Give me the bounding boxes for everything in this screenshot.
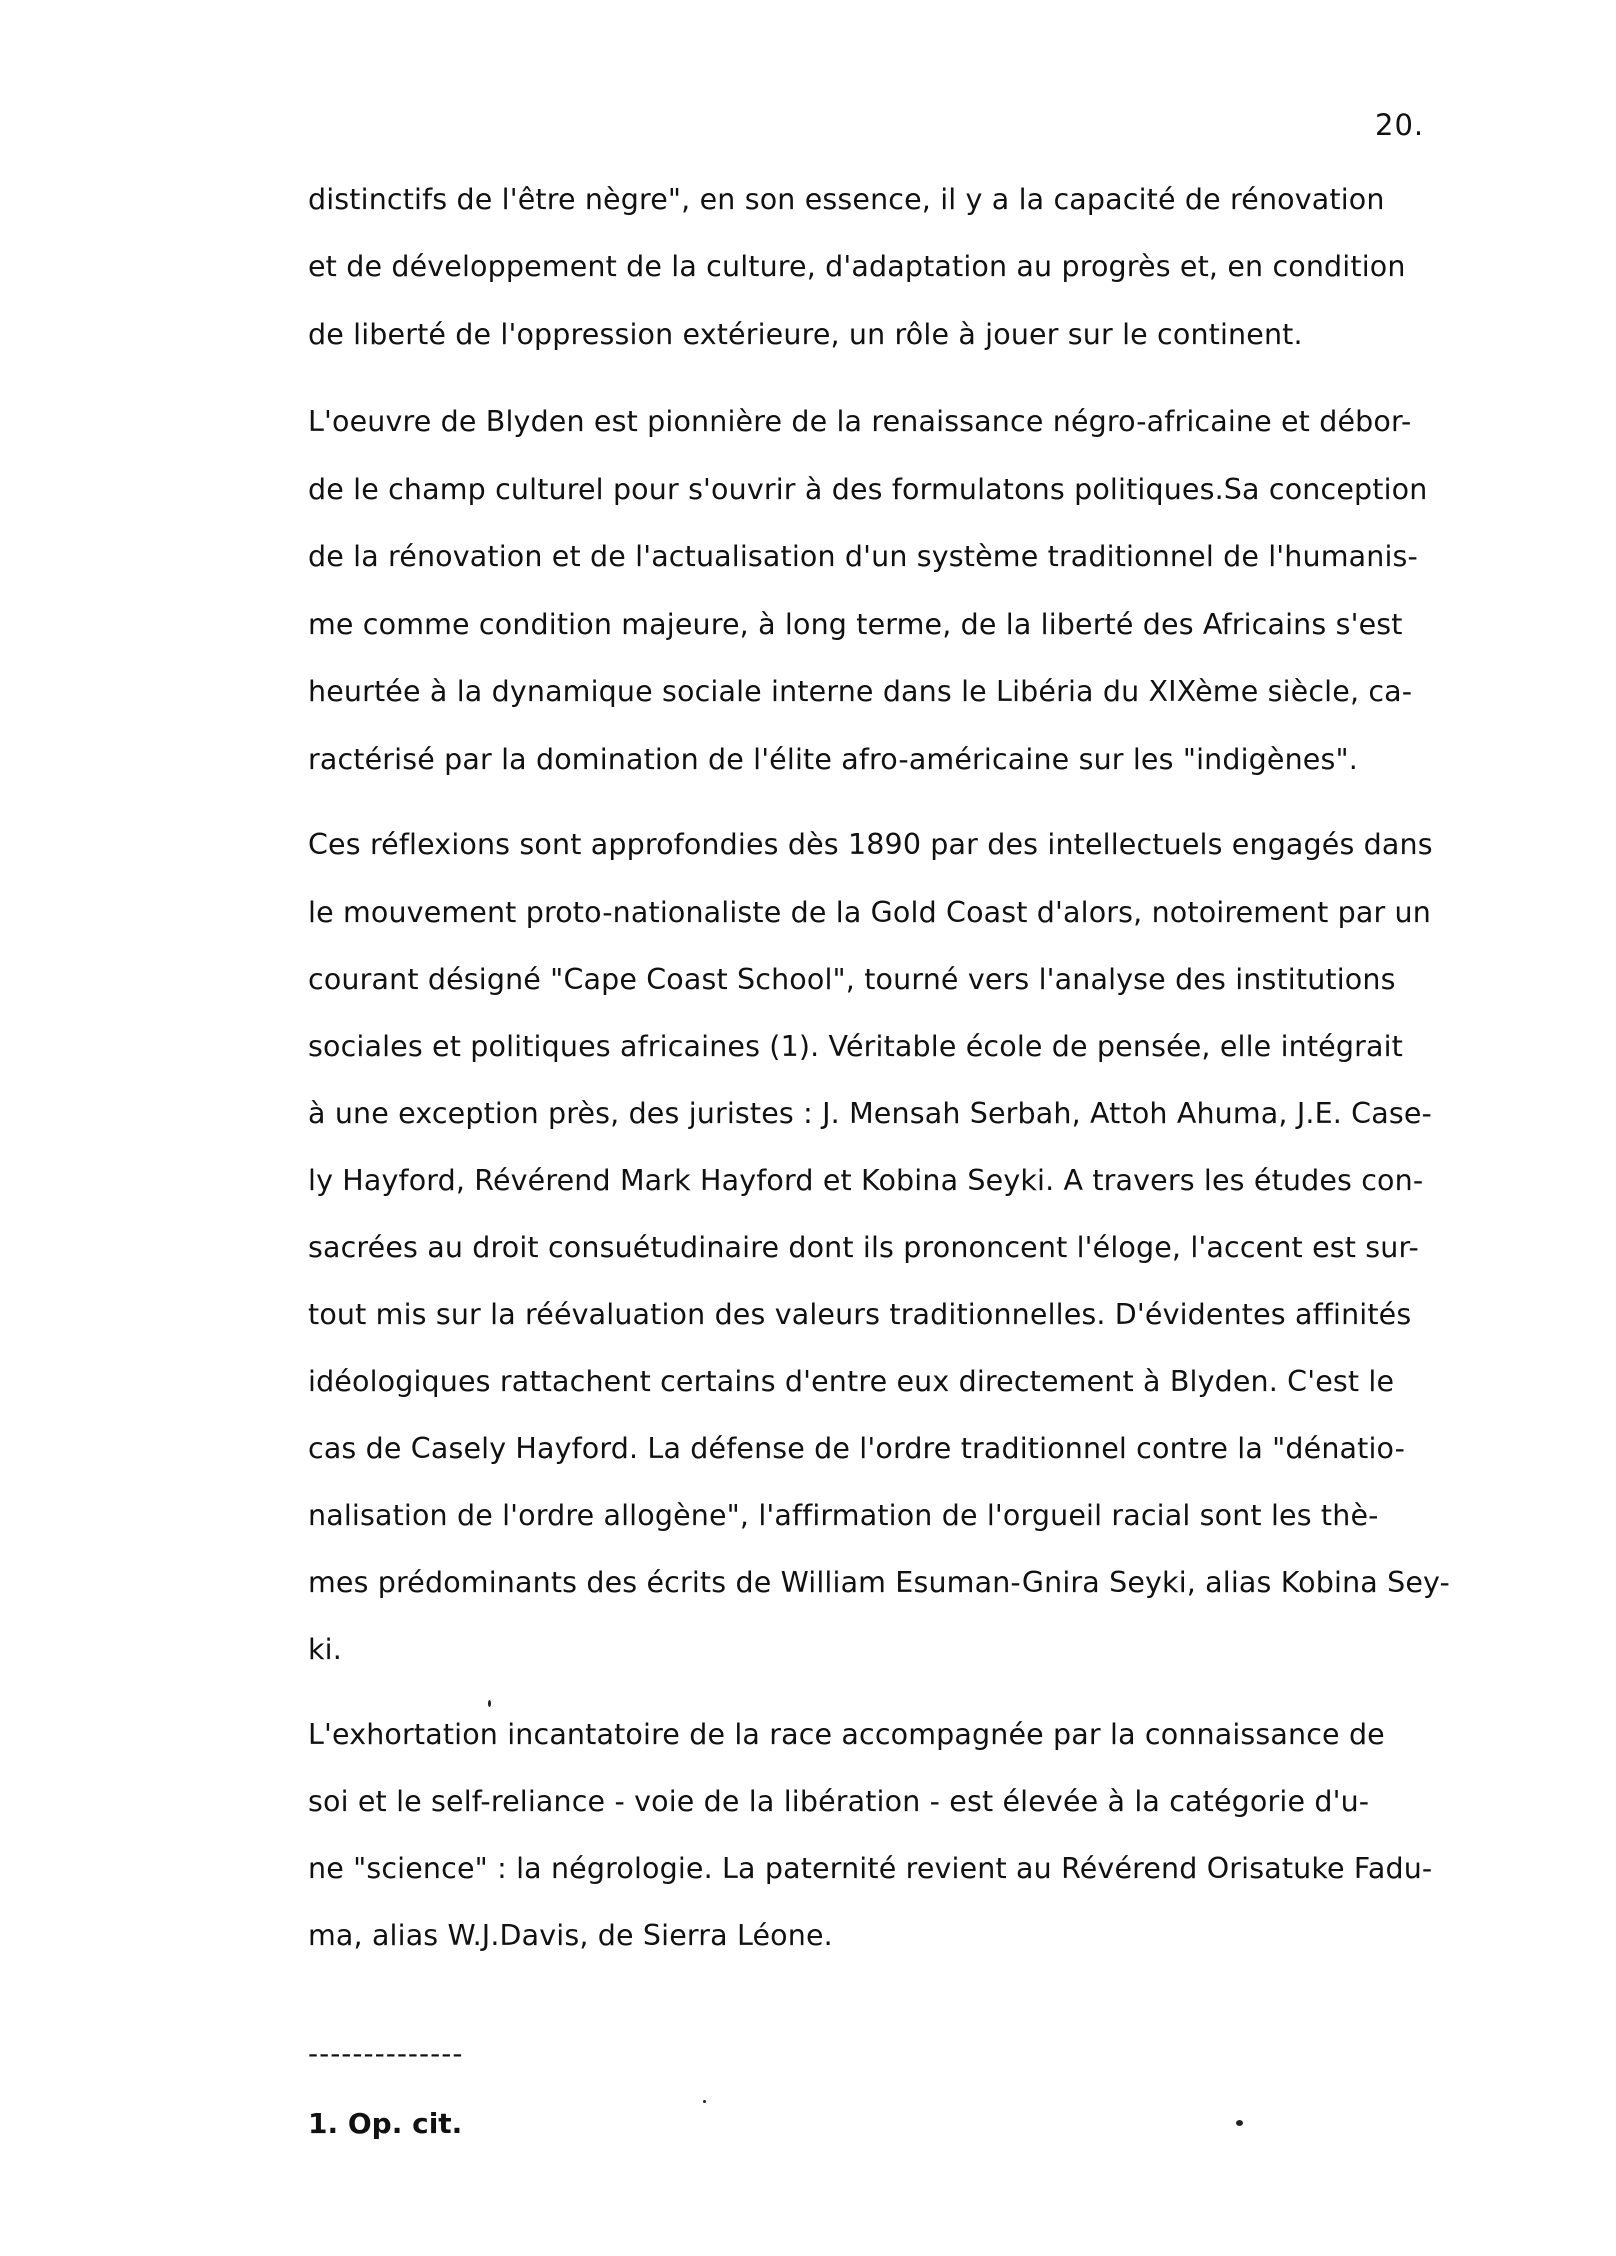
text-line: ma, alias W.J.Davis, de Sierra Léone. [308, 1919, 833, 1952]
text-line: soi et le self-reliance - voie de la libération - est élevée à la catégorie d'u- [308, 1785, 1370, 1818]
text-line: ne "science" : la négrologie. La paternité revient au Révérend Orisatuke Fadu- [308, 1852, 1433, 1885]
scan-speck [703, 2100, 706, 2103]
scan-speck [488, 1700, 491, 1707]
text-line: et de développement de la culture, d'adaptation au progrès et, en condition [308, 250, 1406, 283]
scan-speck [1236, 2120, 1243, 2126]
text-line: ractérisé par la domination de l'élite afro-américaine sur les "indigènes". [308, 743, 1358, 776]
text-line: à une exception près, des juristes : J. Mensah Serbah, Attoh Ahuma, J.E. Case- [308, 1097, 1432, 1130]
text-line: heurtée à la dynamique sociale interne dans le Libéria du XIXème siècle, ca- [308, 675, 1413, 708]
text-line: cas de Casely Hayford. La défense de l'ordre traditionnel contre la "dénatio- [308, 1432, 1406, 1465]
text-line: de le champ culturel pour s'ouvrir à des formulatons politiques.Sa conception [308, 473, 1428, 506]
text-line: mes prédominants des écrits de William Esuman-Gnira Seyki, alias Kobina Sey- [308, 1566, 1450, 1599]
text-line: L'exhortation incantatoire de la race accompagnée par la connaissance de [308, 1718, 1385, 1751]
text-line: de liberté de l'oppression extérieure, un rôle à jouer sur le continent. [308, 318, 1303, 351]
text-line: sociales et politiques africaines (1). Véritable école de pensée, elle intégrait [308, 1030, 1403, 1063]
text-line: distinctifs de l'être nègre", en son essence, il y a la capacité de rénovation [308, 183, 1385, 216]
text-line: me comme condition majeure, à long terme, de la liberté des Africains s'est [308, 608, 1403, 641]
footnote: 1. Op. cit. [308, 2107, 463, 2140]
text-line: tout mis sur la réévaluation des valeurs traditionnelles. D'évidentes affinités [308, 1298, 1412, 1331]
text-line: courant désigné "Cape Coast School", tourné vers l'analyse des institutions [308, 963, 1396, 996]
text-line: Ces réflexions sont approfondies dès 1890 par des intellectuels engagés dans [308, 828, 1433, 861]
text-line: le mouvement proto-nationaliste de la Gold Coast d'alors, notoirement par un [308, 896, 1431, 929]
text-line: ki. [308, 1633, 342, 1666]
text-line: sacrées au droit consuétudinaire dont ils prononcent l'éloge, l'accent est sur- [308, 1231, 1419, 1264]
text-line: idéologiques rattachent certains d'entre eux directement à Blyden. C'est le [308, 1365, 1395, 1398]
page-number: 20. [1375, 108, 1425, 142]
text-line: L'oeuvre de Blyden est pionnière de la renaissance négro-africaine et débor- [308, 405, 1412, 438]
text-line: ly Hayford, Révérend Mark Hayford et Kobina Seyki. A travers les études con- [308, 1164, 1424, 1197]
text-line: nalisation de l'ordre allogène", l'affirmation de l'orgueil racial sont les thè- [308, 1499, 1379, 1532]
text-line: de la rénovation et de l'actualisation d'un système traditionnel de l'humanis- [308, 540, 1418, 573]
footnote-rule: -------------- [308, 2037, 464, 2070]
